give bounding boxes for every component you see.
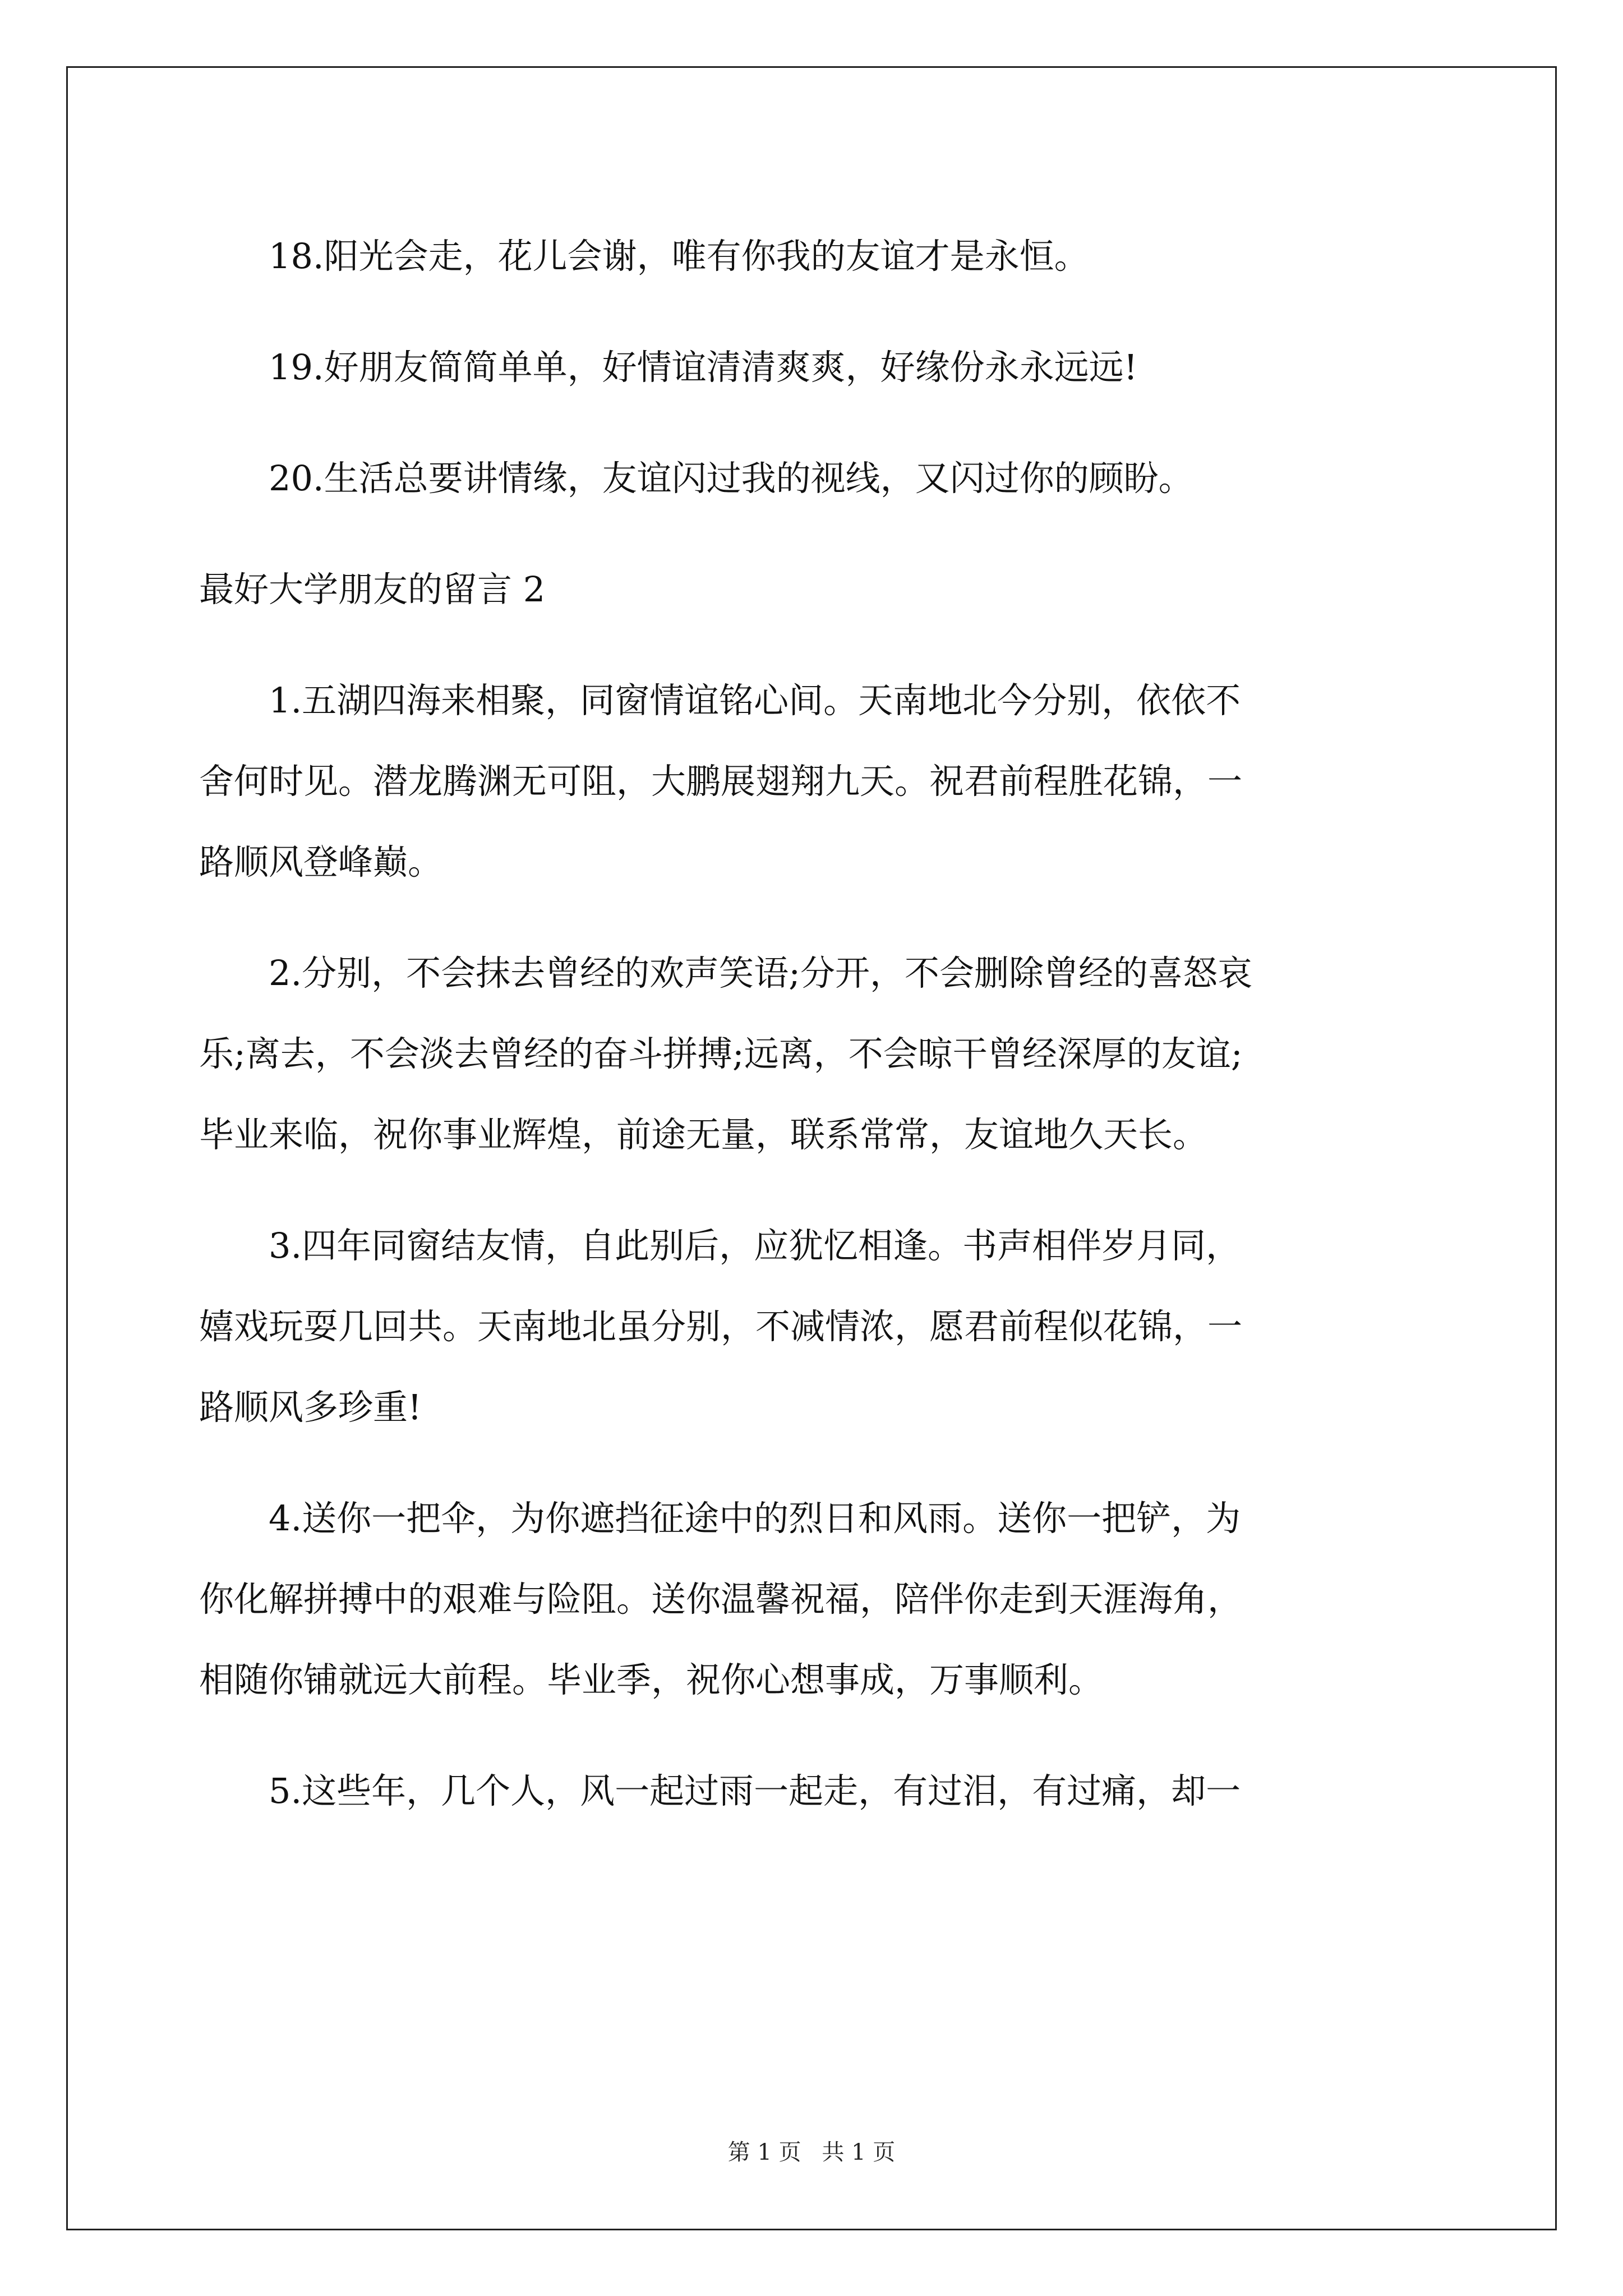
- text-line: 嬉戏玩耍几回共。天南地北虽分别，不减情浓，愿君前程似花锦，一: [199, 1306, 1243, 1347]
- text-line: 20.生活总要讲情缘，友谊闪过我的视线，又闪过你的顾盼。: [269, 458, 1193, 499]
- text-line: 4.送你一把伞，为你遮挡征途中的烈日和风雨。送你一把铲，为: [269, 1498, 1241, 1539]
- page-footer: [0, 2134, 1623, 2166]
- text-line: 毕业来临，祝你事业辉煌，前途无量，联系常常，友谊地久天长。: [199, 1114, 1208, 1155]
- paragraph: [199, 327, 1433, 408]
- text-line: 3.四年同窗结友情，自此别后，应犹忆相逢。书声相伴岁月同，: [269, 1225, 1241, 1266]
- text-line: 2.分别，不会抹去曾经的欢声笑语;分开，不会删除曾经的喜怒哀: [269, 953, 1253, 993]
- paragraph: [199, 216, 1433, 297]
- paragraph: [199, 1205, 1433, 1448]
- text-line: 你化解拼搏中的艰难与险阻。送你温馨祝福，陪伴你走到天涯海角，: [199, 1579, 1243, 1619]
- section-heading: 最好大学朋友的留言 2: [199, 569, 546, 610]
- paragraph: [199, 1478, 1433, 1720]
- text-line: 相随你铺就远大前程。毕业季，祝你心想事成，万事顺利。: [199, 1659, 1104, 1700]
- text-line: 舍何时见。潜龙腾渊无可阻，大鹏展翅翔九天。祝君前程胜花锦，一: [199, 761, 1243, 802]
- text-line: 乐;离去，不会淡去曾经的奋斗拼搏;远离，不会晾干曾经深厚的友谊;: [199, 1033, 1243, 1074]
- text-line: 18.阳光会走，花儿会谢，唯有你我的友谊才是永恒。: [269, 236, 1089, 277]
- text-line: 1.五湖四海来相聚，同窗情谊铭心间。天南地北今分别，依依不: [269, 680, 1241, 721]
- text-line: 路顺风多珍重!: [199, 1387, 422, 1428]
- text-line: 路顺风登峰巅。: [199, 841, 443, 882]
- paragraph: [199, 438, 1433, 519]
- text-line: 5.这些年，几个人，风一起过雨一起走，有过泪，有过痛，却一: [269, 1770, 1241, 1811]
- paragraph: [199, 933, 1433, 1175]
- paragraph: [199, 660, 1433, 903]
- document-body: [199, 216, 1433, 1832]
- page-number: 第 1 页: [727, 2139, 801, 2165]
- paragraph: [199, 1751, 1433, 1832]
- text-line: 19.好朋友简简单单，好情谊清清爽爽，好缘份永永远远!: [269, 347, 1138, 388]
- page-total: 共 1 页: [822, 2139, 896, 2165]
